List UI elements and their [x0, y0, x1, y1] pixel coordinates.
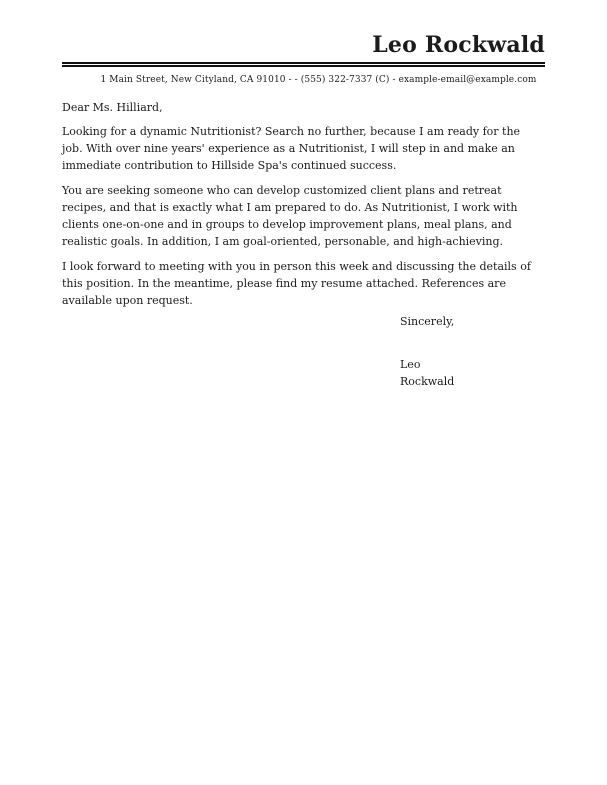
signature-line: Leo	[400, 358, 421, 371]
body-line: this position. In the meantime, please find my resume attached. References are	[62, 277, 506, 290]
body-line: recipes, and that is exactly what I am prepared to do. As Nutritionist, I work with	[62, 201, 518, 214]
body-paragraph	[62, 258, 545, 309]
body-line: Looking for a dynamic Nutritionist? Search no further, because I am ready for the	[62, 125, 521, 138]
contact-line: 1 Main Street, New Cityland, CA 91010 - - (555) 322-7337 (C) - example-email@example.com	[100, 75, 537, 85]
body-paragraph	[62, 182, 545, 250]
salutation: Dear Ms. Hilliard,	[62, 101, 163, 114]
signature-line: Rockwald	[400, 375, 455, 388]
closing-block	[400, 313, 545, 390]
body-line: available upon request.	[62, 294, 193, 307]
body-line: I look forward to meeting with you in person this week and discussing the details of	[62, 260, 531, 273]
candidate-name: Leo Rockwald	[372, 32, 545, 58]
body-line: immediate contribution to Hillside Spa's continued success.	[62, 159, 397, 172]
body-line: clients one-on-one and in groups to develop improvement plans, meal plans, and	[62, 218, 512, 231]
body-line: job. With over nine years' experience as a Nutritionist, I will step in and make an	[62, 142, 515, 155]
body-paragraph	[62, 123, 545, 174]
letterhead	[62, 32, 545, 86]
letter-body	[62, 99, 545, 390]
signature-name	[400, 356, 545, 390]
header-double-rule	[62, 62, 545, 67]
body-line: You are seeking someone who can develop customized client plans and retreat	[62, 184, 502, 197]
closing: Sincerely,	[400, 315, 455, 328]
body-line: realistic goals. In addition, I am goal-oriented, personable, and high-achieving.	[62, 235, 504, 248]
